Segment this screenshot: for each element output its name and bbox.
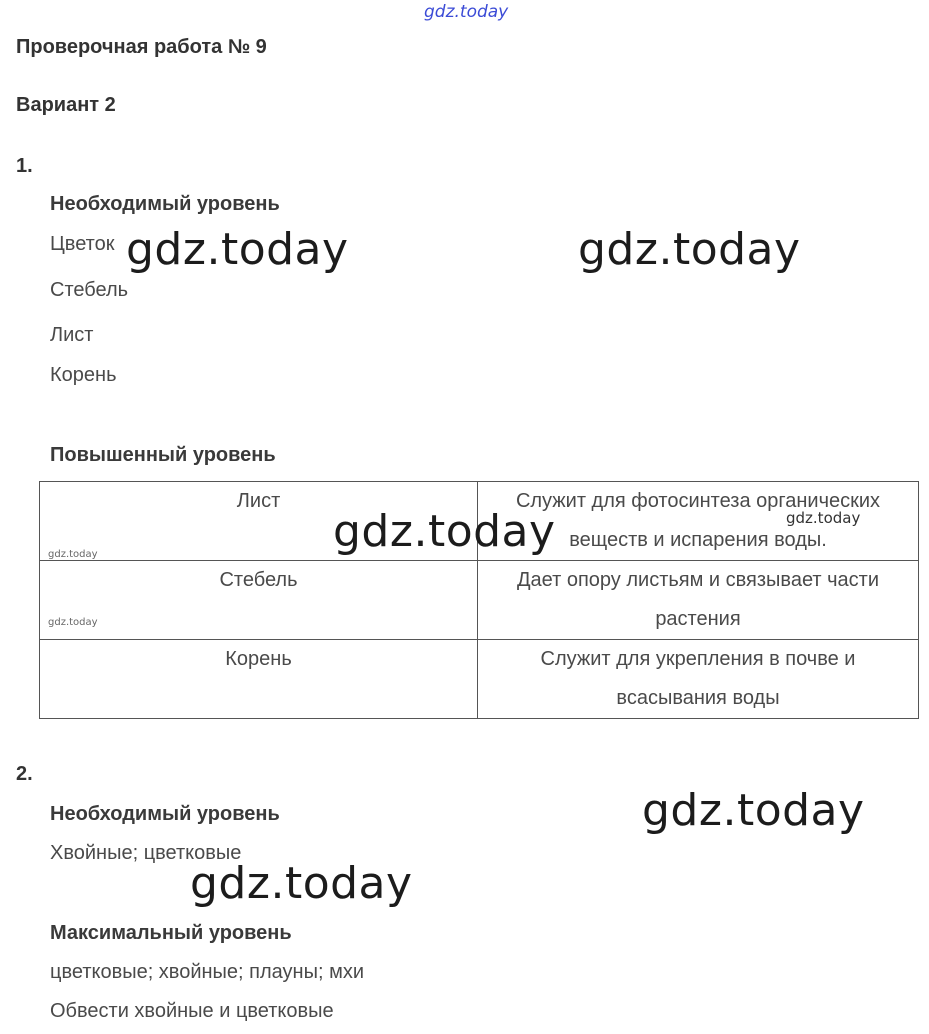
watermark: gdz.today [126,224,349,275]
watermark: gdz.today [333,506,556,557]
table-cell-organ: Лист [40,482,478,561]
q1-basic-item: Корень [50,364,117,386]
table-row [40,640,919,719]
table-cell-function: Служит для укрепления в почве и всасывания воды [478,640,919,719]
q1-basic-item: Цветок [50,233,115,255]
q2-basic-heading: Необходимый уровень [50,803,280,825]
watermark: gdz.today [424,2,509,22]
table-cell-organ: Корень [40,640,478,719]
watermark: gdz.today [642,785,865,836]
watermark: gdz.today [48,617,98,628]
q1-basic-item: Стебель [50,279,129,301]
q1-basic-heading: Необходимый уровень [50,193,280,215]
watermark: gdz.today [190,858,413,909]
variant-label: Вариант 2 [16,94,116,116]
watermark: gdz.today [786,509,861,527]
watermark: gdz.today [578,224,801,275]
q1-advanced-heading: Повышенный уровень [50,444,276,466]
table-cell-organ: Стебель [40,561,478,640]
q1-basic-item: Лист [50,324,94,346]
table-row [40,561,919,640]
question-number-2: 2. [16,763,33,785]
question-number-1: 1. [16,155,33,177]
q2-max-answer: Обвести хвойные и цветковые [50,1000,334,1022]
q2-max-answer: цветковые; хвойные; плауны; мхи [50,961,365,983]
table-cell-function: Служит для фотосинтеза органических веществ и испарения воды. [478,482,919,561]
page-title: Проверочная работа № 9 [16,36,267,58]
q2-max-heading: Максимальный уровень [50,922,292,944]
table-cell-function: Дает опору листьям и связывает части растения [478,561,919,640]
watermark: gdz.today [48,549,98,560]
q2-basic-answer: Хвойные; цветковые [50,842,242,864]
